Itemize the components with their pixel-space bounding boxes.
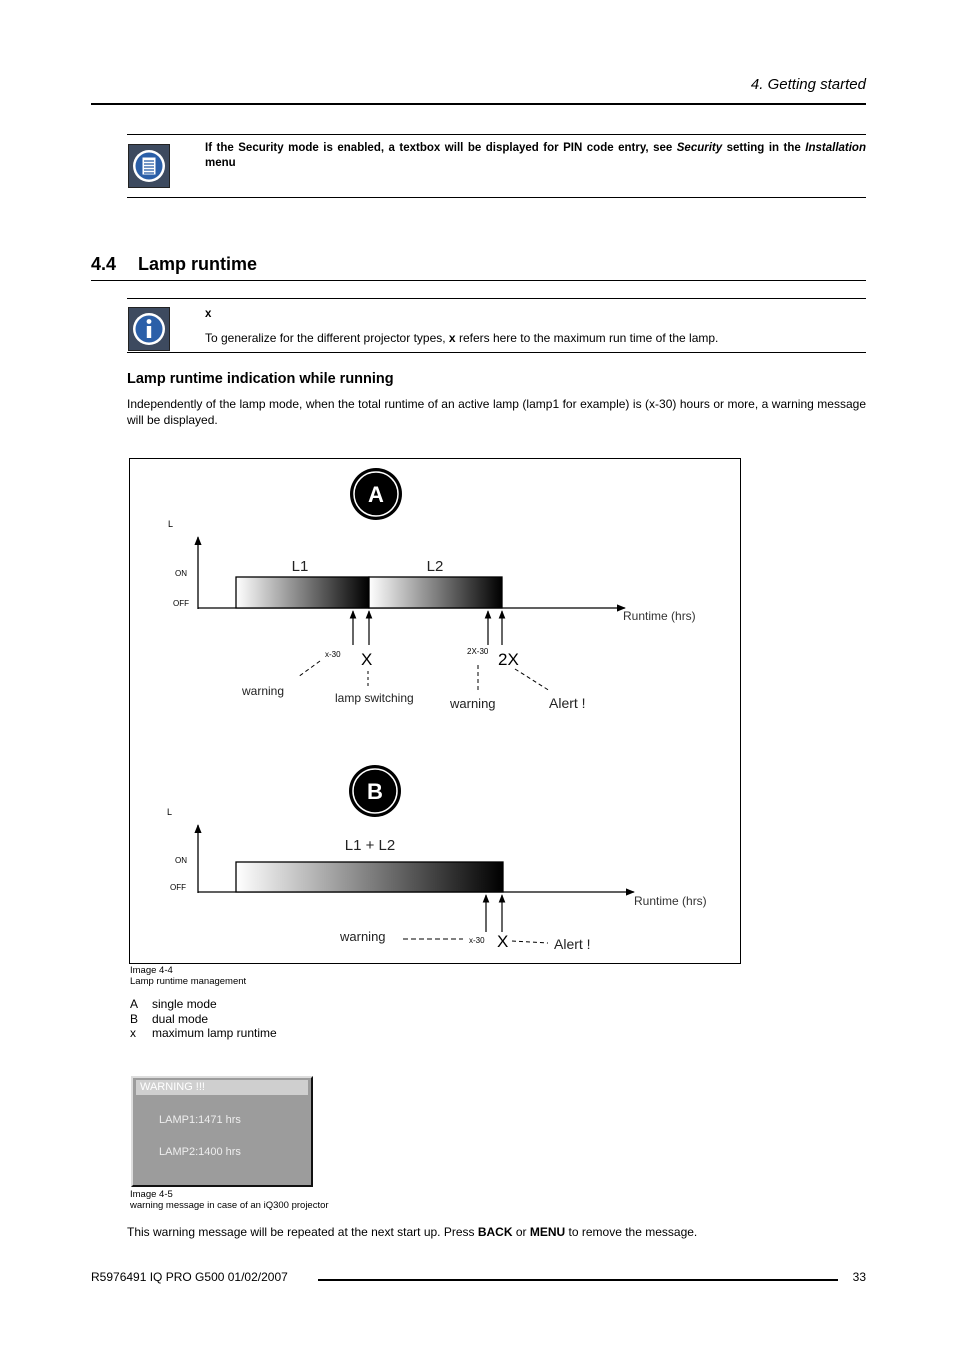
subsection-title: Lamp runtime indication while running [127, 371, 394, 387]
document-note-icon [128, 144, 170, 188]
lamp1-runtime: LAMP1:1471 hrs [159, 1114, 241, 1126]
header-rule [91, 103, 866, 105]
figure2-caption: Image 4-5 warning message in case of an iQ300 projector [130, 1189, 329, 1211]
panel-b [167, 765, 707, 952]
warning-title: WARNING !!! [136, 1080, 308, 1095]
badge-b: B [367, 779, 383, 804]
svg-text:ON: ON [175, 856, 187, 865]
warning-message-box [131, 1076, 313, 1187]
section-rule [91, 280, 866, 281]
info-text: To generalize for the different projector types, x refers here to the maximum run time of the lamp. [205, 331, 719, 345]
footer-doc-info: R5976491 IQ PRO G500 01/02/2007 [91, 1270, 288, 1284]
panel-a [168, 468, 696, 711]
legend-item: x maximum lamp runtime [130, 1026, 277, 1041]
chapter-title: 4. Getting started [750, 76, 866, 93]
svg-text:warning: warning [450, 696, 496, 711]
svg-text:2X-30: 2X-30 [467, 647, 489, 656]
svg-text:Alert !: Alert ! [554, 936, 591, 952]
security-note: If the Security mode is enabled, a textbox will be displayed for PIN code entry, see Security setting in the Installation menu [205, 142, 866, 169]
svg-text:lamp switching: lamp switching [335, 691, 414, 705]
figure-caption: Image 4-4 Lamp runtime management [130, 965, 247, 987]
page-number: 33 [852, 1270, 866, 1284]
svg-text:x-30: x-30 [469, 936, 485, 945]
svg-text:Runtime (hrs): Runtime (hrs) [623, 609, 696, 623]
note-rule-top [127, 134, 866, 135]
info-icon [128, 307, 170, 351]
svg-text:warning: warning [340, 929, 386, 944]
svg-text:ON: ON [175, 569, 187, 578]
footer-rule [318, 1279, 838, 1281]
svg-text:OFF: OFF [173, 599, 189, 608]
svg-text:OFF: OFF [170, 883, 186, 892]
svg-text:L: L [168, 519, 174, 529]
svg-text:L1 + L2: L1 + L2 [344, 837, 396, 854]
svg-text:Runtime (hrs): Runtime (hrs) [634, 894, 707, 908]
svg-text:L2: L2 [426, 558, 444, 575]
intro-paragraph: Independently of the lamp mode, when the total runtime of an active lamp (lamp1 for example) is (x-30) hours or more, a warning message will be displayed. [127, 397, 866, 427]
svg-text:x-30: x-30 [325, 650, 341, 659]
svg-text:X: X [361, 650, 373, 669]
legend-item: B dual mode [130, 1011, 209, 1026]
svg-text:L1: L1 [291, 558, 309, 575]
svg-text:L: L [167, 807, 173, 817]
info-rule-top [127, 298, 866, 299]
svg-text:Alert !: Alert ! [549, 695, 586, 711]
lamp-runtime-diagram [129, 458, 741, 964]
section-title: 4.4 Lamp runtime [91, 254, 258, 274]
info-heading: x [205, 308, 212, 320]
note-rule-bottom [127, 197, 866, 198]
info-rule-bottom [127, 352, 866, 353]
lamp2-runtime: LAMP2:1400 hrs [159, 1146, 241, 1158]
svg-text:warning: warning [242, 684, 285, 698]
closing-paragraph: This warning message will be repeated at the next start up. Press BACK or MENU to remove the message. [127, 1225, 698, 1239]
figure-legend [130, 997, 277, 1041]
legend-item: A single mode [130, 997, 217, 1011]
svg-text:X: X [497, 932, 509, 951]
svg-text:2X: 2X [498, 650, 519, 669]
badge-a: A [368, 482, 384, 507]
